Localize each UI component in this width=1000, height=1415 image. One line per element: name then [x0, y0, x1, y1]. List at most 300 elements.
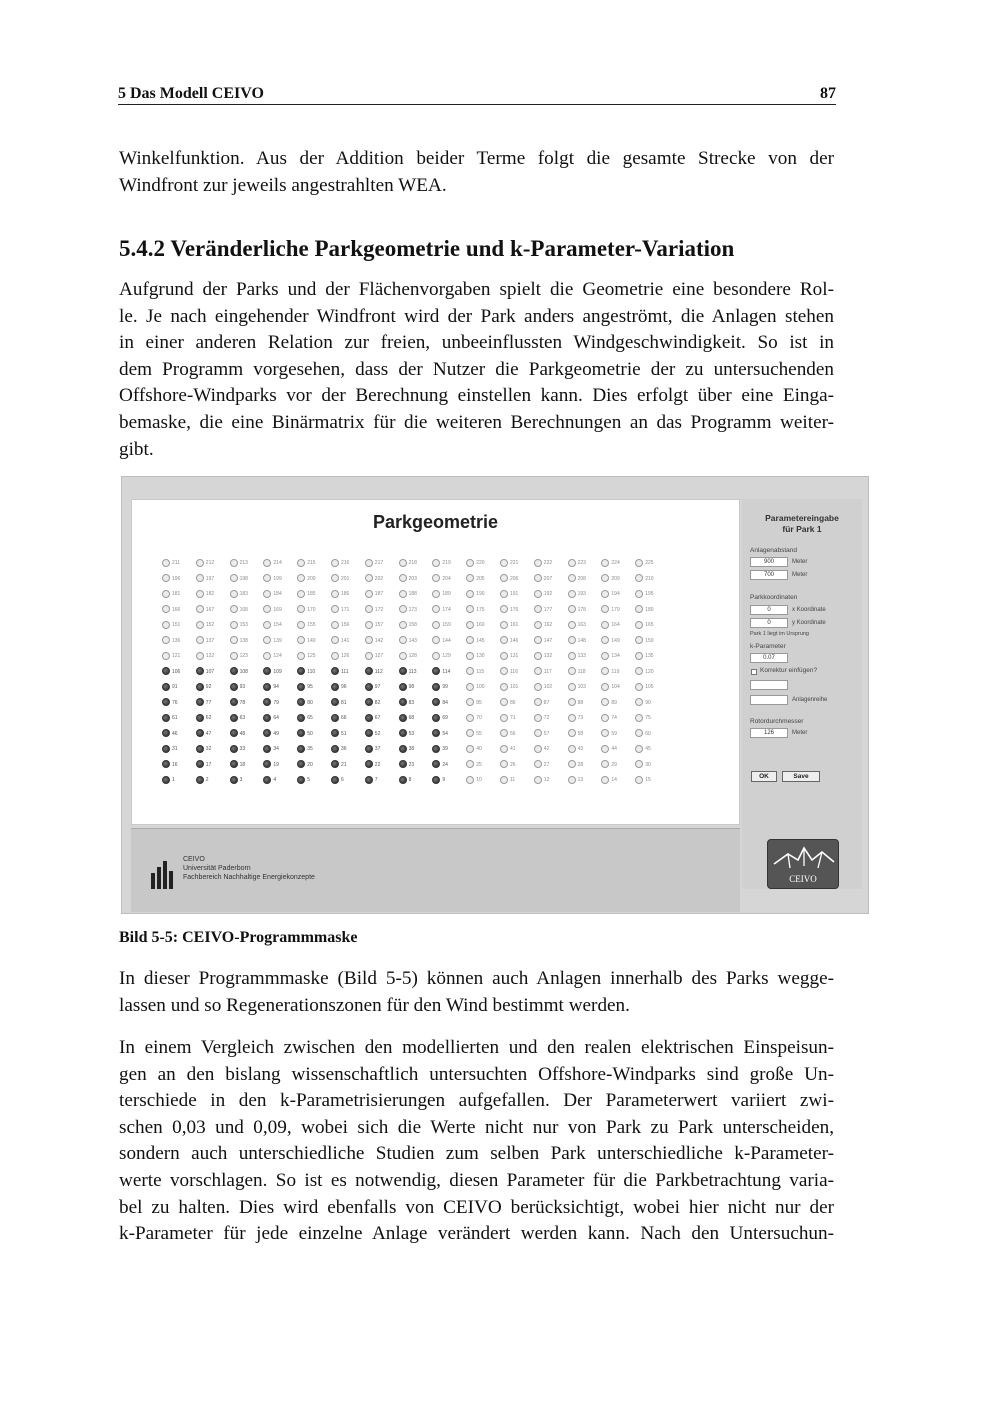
turbine-toggle[interactable]	[432, 558, 464, 570]
turbine-toggle[interactable]	[365, 620, 397, 632]
turbine-toggle[interactable]	[601, 729, 633, 741]
turbine-number: 203	[408, 575, 417, 582]
turbine-toggle[interactable]	[399, 744, 431, 756]
turbine-toggle[interactable]	[534, 589, 566, 601]
turbine-toggle[interactable]	[466, 713, 498, 725]
turbine-number: 30	[645, 761, 651, 768]
turbine-number: 198	[239, 575, 248, 582]
turbine-toggle[interactable]	[500, 636, 532, 648]
chapter-title: 5 Das Modell CEIVO	[118, 85, 264, 102]
turbine-toggle[interactable]	[568, 589, 600, 601]
turbine-toggle[interactable]	[196, 698, 228, 710]
turbine-toggle[interactable]	[635, 558, 667, 570]
turbine-toggle[interactable]	[500, 682, 532, 694]
turbine-toggle[interactable]	[399, 589, 431, 601]
turbine-toggle[interactable]	[568, 667, 600, 679]
turbine-toggle[interactable]	[534, 713, 566, 725]
turbine-toggle[interactable]	[568, 775, 600, 787]
turbine-toggle[interactable]	[500, 744, 532, 756]
turbine-number: 99	[442, 684, 448, 690]
turbine-toggle[interactable]	[534, 605, 566, 617]
turbine-toggle[interactable]	[635, 589, 667, 601]
turbine-toggle[interactable]	[162, 713, 194, 725]
turbine-radio-icon	[162, 590, 170, 598]
turbine-toggle[interactable]	[162, 605, 194, 617]
turbine-radio-icon	[331, 729, 339, 737]
turbine-toggle[interactable]	[263, 775, 295, 787]
turbine-toggle[interactable]	[230, 651, 262, 663]
turbine-toggle[interactable]	[534, 636, 566, 648]
turbine-toggle[interactable]	[331, 620, 363, 632]
turbine-toggle[interactable]	[263, 574, 295, 586]
turbine-toggle[interactable]	[297, 775, 329, 787]
turbine-toggle[interactable]	[196, 605, 228, 617]
turbine-toggle[interactable]	[230, 620, 262, 632]
turbine-toggle[interactable]	[331, 651, 363, 663]
turbine-toggle[interactable]	[230, 682, 262, 694]
turbine-toggle[interactable]	[162, 744, 194, 756]
turbine-number: 196	[172, 575, 181, 582]
save-button[interactable]: Save	[782, 771, 820, 782]
turbine-toggle[interactable]	[635, 620, 667, 632]
turbine-toggle[interactable]	[331, 775, 363, 787]
turbine-toggle[interactable]	[466, 744, 498, 756]
turbine-toggle[interactable]	[432, 729, 464, 741]
turbine-toggle[interactable]	[162, 760, 194, 772]
turbine-toggle[interactable]	[162, 620, 194, 632]
turbine-toggle[interactable]	[297, 698, 329, 710]
turbine-radio-icon	[331, 667, 339, 675]
turbine-toggle[interactable]	[635, 729, 667, 741]
turbine-toggle[interactable]	[331, 698, 363, 710]
turbine-toggle[interactable]	[297, 620, 329, 632]
turbine-toggle[interactable]	[297, 713, 329, 725]
turbine-toggle[interactable]	[399, 682, 431, 694]
turbine-toggle[interactable]	[196, 667, 228, 679]
turbine-toggle[interactable]	[331, 574, 363, 586]
turbine-toggle[interactable]	[365, 760, 397, 772]
turbine-radio-icon	[399, 652, 407, 660]
turbine-radio-icon	[500, 698, 508, 706]
turbine-toggle[interactable]	[534, 558, 566, 570]
turbine-toggle[interactable]	[601, 744, 633, 756]
unit-label: Meter	[792, 559, 808, 565]
turbine-toggle[interactable]	[534, 574, 566, 586]
turbine-toggle[interactable]	[263, 698, 295, 710]
turbine-toggle[interactable]	[466, 589, 498, 601]
korrektur-checkbox[interactable]	[751, 669, 757, 675]
turbine-toggle[interactable]	[635, 682, 667, 694]
turbine-toggle[interactable]	[365, 682, 397, 694]
turbine-toggle[interactable]	[500, 558, 532, 570]
turbine-toggle[interactable]	[500, 667, 532, 679]
anlagenreihe-input[interactable]	[750, 695, 788, 705]
turbine-toggle[interactable]	[466, 620, 498, 632]
turbine-toggle[interactable]	[399, 775, 431, 787]
turbine-toggle[interactable]	[263, 605, 295, 617]
turbine-toggle[interactable]	[331, 682, 363, 694]
turbine-radio-icon	[162, 621, 170, 629]
turbine-toggle[interactable]	[568, 574, 600, 586]
turbine-toggle[interactable]	[399, 698, 431, 710]
turbine-toggle[interactable]	[635, 760, 667, 772]
turbine-toggle[interactable]	[635, 698, 667, 710]
turbine-toggle[interactable]	[466, 574, 498, 586]
turbine-toggle[interactable]	[263, 682, 295, 694]
turbine-toggle[interactable]	[568, 636, 600, 648]
turbine-number: 100	[476, 684, 485, 690]
turbine-toggle[interactable]	[466, 760, 498, 772]
turbine-toggle[interactable]	[399, 636, 431, 648]
turbine-toggle[interactable]	[263, 667, 295, 679]
turbine-toggle[interactable]	[331, 558, 363, 570]
turbine-toggle[interactable]	[365, 574, 397, 586]
turbine-toggle[interactable]	[297, 744, 329, 756]
turbine-toggle[interactable]	[365, 636, 397, 648]
turbine-toggle[interactable]	[297, 760, 329, 772]
turbine-toggle[interactable]	[196, 620, 228, 632]
turbine-radio-icon	[534, 698, 542, 706]
k-parameter-input[interactable]: 0.07	[750, 653, 788, 663]
turbine-toggle[interactable]	[635, 651, 667, 663]
turbine-toggle[interactable]	[466, 636, 498, 648]
turbine-toggle[interactable]	[297, 682, 329, 694]
turbine-toggle[interactable]	[297, 605, 329, 617]
turbine-toggle[interactable]	[601, 760, 633, 772]
turbine-toggle[interactable]	[601, 713, 633, 725]
y-coordinate-input[interactable]: 0	[750, 618, 788, 628]
turbine-toggle[interactable]	[399, 620, 431, 632]
turbine-toggle[interactable]	[331, 667, 363, 679]
turbine-toggle[interactable]	[162, 574, 194, 586]
turbine-radio-icon	[399, 605, 407, 613]
turbine-toggle[interactable]	[196, 636, 228, 648]
turbine-toggle[interactable]	[601, 775, 633, 787]
turbine-number: 24	[442, 761, 448, 768]
turbine-toggle[interactable]	[399, 729, 431, 741]
turbine-toggle[interactable]	[230, 698, 262, 710]
turbine-number: 168	[239, 606, 248, 613]
turbine-toggle[interactable]	[331, 729, 363, 741]
turbine-number: 195	[645, 591, 654, 597]
turbine-toggle[interactable]	[500, 775, 532, 787]
turbine-toggle[interactable]	[365, 667, 397, 679]
turbine-toggle[interactable]	[331, 605, 363, 617]
turbine-toggle[interactable]	[500, 651, 532, 663]
turbine-toggle[interactable]	[534, 651, 566, 663]
turbine-radio-icon	[601, 590, 609, 598]
turbine-number: 11	[510, 777, 516, 783]
turbine-toggle[interactable]	[635, 605, 667, 617]
text-line: bemaske, die eine Binärmatrix für die weiteren Berechnungen an das Programm weiter-	[119, 411, 834, 433]
turbine-toggle[interactable]	[635, 713, 667, 725]
turbine-toggle[interactable]	[432, 698, 464, 710]
turbine-toggle[interactable]	[601, 620, 633, 632]
turbine-number: 132	[543, 653, 553, 659]
turbine-toggle[interactable]	[568, 744, 600, 756]
turbine-toggle[interactable]	[162, 651, 194, 663]
turbine-number: 14	[611, 777, 617, 783]
turbine-toggle[interactable]	[297, 558, 329, 570]
turbine-toggle[interactable]	[568, 651, 600, 663]
turbine-radio-icon	[230, 714, 238, 722]
turbine-number: 215	[307, 560, 316, 566]
turbine-toggle[interactable]	[601, 589, 633, 601]
turbine-toggle[interactable]	[196, 713, 228, 725]
turbine-toggle[interactable]	[263, 760, 295, 772]
turbine-toggle[interactable]	[568, 698, 600, 710]
turbine-toggle[interactable]	[534, 620, 566, 632]
turbine-toggle[interactable]	[230, 605, 262, 617]
turbine-toggle[interactable]	[568, 760, 600, 772]
turbine-toggle[interactable]	[230, 574, 262, 586]
turbine-toggle[interactable]	[500, 729, 532, 741]
turbine-toggle[interactable]	[432, 667, 464, 679]
turbine-toggle[interactable]	[432, 651, 464, 663]
turbine-toggle[interactable]	[500, 589, 532, 601]
turbine-toggle[interactable]	[263, 744, 295, 756]
turbine-toggle[interactable]	[500, 698, 532, 710]
turbine-toggle[interactable]	[601, 698, 633, 710]
turbine-toggle[interactable]	[601, 574, 633, 586]
turbine-number: 112	[374, 668, 383, 675]
turbine-toggle[interactable]	[331, 744, 363, 756]
turbine-toggle[interactable]	[601, 636, 633, 648]
turbine-radio-icon	[601, 636, 609, 644]
turbine-toggle[interactable]	[399, 558, 431, 570]
turbine-toggle[interactable]	[534, 682, 566, 694]
turbine-toggle[interactable]	[230, 713, 262, 725]
turbine-number: 54	[442, 730, 448, 737]
turbine-toggle[interactable]	[568, 605, 600, 617]
turbine-toggle[interactable]	[568, 729, 600, 741]
turbine-toggle[interactable]	[432, 744, 464, 756]
turbine-radio-icon	[635, 729, 643, 737]
turbine-toggle[interactable]	[399, 713, 431, 725]
turbine-toggle[interactable]	[230, 558, 262, 570]
k-parameter-label: k-Parameter	[750, 643, 786, 650]
turbine-toggle[interactable]	[399, 667, 431, 679]
turbine-toggle[interactable]	[162, 682, 194, 694]
turbine-toggle[interactable]	[601, 651, 633, 663]
turbine-toggle[interactable]	[500, 713, 532, 725]
turbine-radio-icon	[399, 683, 407, 691]
turbine-number: 171	[341, 606, 350, 613]
turbine-toggle[interactable]	[568, 682, 600, 694]
turbine-toggle[interactable]	[263, 729, 295, 741]
turbine-toggle[interactable]	[568, 558, 600, 570]
turbine-toggle[interactable]	[399, 760, 431, 772]
turbine-toggle[interactable]	[230, 667, 262, 679]
turbine-toggle[interactable]	[399, 605, 431, 617]
turbine-toggle[interactable]	[466, 605, 498, 617]
turbine-toggle[interactable]	[568, 620, 600, 632]
turbine-toggle[interactable]	[432, 713, 464, 725]
turbine-toggle[interactable]	[466, 729, 498, 741]
turbine-number: 136	[172, 637, 181, 644]
parameter-panel	[742, 499, 862, 889]
turbine-toggle[interactable]	[331, 713, 363, 725]
turbine-toggle[interactable]	[263, 558, 295, 570]
turbine-toggle[interactable]	[162, 729, 194, 741]
turbine-number: 119	[611, 668, 620, 675]
turbine-toggle[interactable]	[635, 775, 667, 787]
turbine-toggle[interactable]	[263, 636, 295, 648]
turbine-toggle[interactable]	[196, 589, 228, 601]
text-line: In dieser Programmmaske (Bild 5-5) können auch Anlagen innerhalb des Parks wegge-	[119, 968, 834, 989]
turbine-toggle[interactable]	[635, 574, 667, 586]
turbine-toggle[interactable]	[635, 667, 667, 679]
turbine-toggle[interactable]	[297, 667, 329, 679]
turbine-toggle[interactable]	[635, 636, 667, 648]
turbine-toggle[interactable]	[399, 574, 431, 586]
turbine-toggle[interactable]	[162, 558, 194, 570]
ceivo-logo-icon	[768, 840, 840, 876]
turbine-toggle[interactable]	[466, 682, 498, 694]
turbine-radio-icon	[466, 683, 474, 691]
turbine-radio-icon	[331, 621, 339, 629]
turbine-number: 116	[510, 668, 518, 675]
turbine-number: 223	[577, 560, 586, 566]
turbine-toggle[interactable]	[230, 589, 262, 601]
turbine-toggle[interactable]	[331, 589, 363, 601]
turbine-radio-icon	[196, 667, 204, 675]
turbine-toggle[interactable]	[196, 760, 228, 772]
turbine-radio-icon	[500, 714, 508, 722]
turbine-toggle[interactable]	[399, 651, 431, 663]
turbine-toggle[interactable]	[297, 729, 329, 741]
turbine-toggle[interactable]	[601, 558, 633, 570]
turbine-toggle[interactable]	[466, 775, 498, 787]
turbine-toggle[interactable]	[297, 651, 329, 663]
turbine-toggle[interactable]	[331, 760, 363, 772]
turbine-toggle[interactable]	[196, 729, 228, 741]
turbine-toggle[interactable]	[432, 574, 464, 586]
abstand-y-input[interactable]: 700	[750, 570, 788, 580]
turbine-toggle[interactable]	[568, 713, 600, 725]
turbine-toggle[interactable]	[500, 605, 532, 617]
turbine-toggle[interactable]	[365, 698, 397, 710]
turbine-toggle[interactable]	[263, 651, 295, 663]
turbine-toggle[interactable]	[365, 744, 397, 756]
turbine-toggle[interactable]	[230, 775, 262, 787]
turbine-toggle[interactable]	[500, 574, 532, 586]
turbine-toggle[interactable]	[196, 558, 228, 570]
turbine-toggle[interactable]	[162, 589, 194, 601]
turbine-toggle[interactable]	[601, 682, 633, 694]
turbine-toggle[interactable]	[534, 698, 566, 710]
turbine-number: 158	[408, 622, 417, 628]
abstand-x-input[interactable]: 900	[750, 557, 788, 567]
turbine-toggle[interactable]	[297, 636, 329, 648]
turbine-radio-icon	[635, 776, 643, 784]
turbine-toggle[interactable]	[432, 589, 464, 601]
turbine-toggle[interactable]	[365, 605, 397, 617]
turbine-toggle[interactable]	[230, 636, 262, 648]
turbine-radio-icon	[635, 590, 643, 598]
turbine-radio-icon	[534, 776, 542, 784]
turbine-toggle[interactable]	[196, 574, 228, 586]
turbine-toggle[interactable]	[466, 667, 498, 679]
turbine-toggle[interactable]	[534, 760, 566, 772]
turbine-radio-icon	[196, 605, 204, 613]
turbine-number: 98	[408, 684, 415, 690]
turbine-toggle[interactable]	[500, 760, 532, 772]
turbine-toggle[interactable]	[196, 744, 228, 756]
turbine-toggle[interactable]	[230, 760, 262, 772]
turbine-toggle[interactable]	[432, 682, 464, 694]
turbine-toggle[interactable]	[432, 605, 464, 617]
turbine-toggle[interactable]	[365, 713, 397, 725]
turbine-toggle[interactable]	[432, 760, 464, 772]
korrektur-input[interactable]	[750, 680, 788, 690]
turbine-toggle[interactable]	[263, 620, 295, 632]
turbine-toggle[interactable]	[297, 574, 329, 586]
turbine-radio-icon	[196, 714, 204, 722]
turbine-toggle[interactable]	[196, 775, 228, 787]
turbine-toggle[interactable]	[162, 636, 194, 648]
turbine-toggle[interactable]	[162, 775, 194, 787]
turbine-number: 87	[543, 699, 550, 706]
turbine-toggle[interactable]	[534, 729, 566, 741]
turbine-toggle[interactable]	[635, 744, 667, 756]
turbine-toggle[interactable]	[297, 589, 329, 601]
turbine-toggle[interactable]	[196, 682, 228, 694]
turbine-toggle[interactable]	[601, 667, 633, 679]
turbine-toggle[interactable]	[432, 620, 464, 632]
x-coordinate-input[interactable]: 0	[750, 605, 788, 615]
turbine-toggle[interactable]	[432, 775, 464, 787]
ok-button[interactable]: OK	[751, 771, 777, 782]
figure-caption: Bild 5-5: CEIVO-Programmmaske	[119, 929, 358, 946]
turbine-radio-icon	[263, 590, 271, 598]
turbine-toggle[interactable]	[365, 729, 397, 741]
turbine-toggle[interactable]	[534, 775, 566, 787]
turbine-toggle[interactable]	[230, 744, 262, 756]
turbine-toggle[interactable]	[365, 589, 397, 601]
text-line: bel zu halten. Dies wird ebenfalls von CEIVO berücksichtigt, wobei hier nicht nur der	[119, 1196, 834, 1218]
turbine-toggle[interactable]	[263, 713, 295, 725]
turbine-toggle[interactable]	[432, 636, 464, 648]
turbine-toggle[interactable]	[230, 729, 262, 741]
turbine-number: 26	[510, 761, 516, 768]
turbine-radio-icon	[162, 714, 170, 722]
turbine-radio-icon	[196, 760, 204, 768]
turbine-radio-icon	[534, 621, 542, 629]
turbine-toggle[interactable]	[263, 589, 295, 601]
turbine-toggle[interactable]	[500, 620, 532, 632]
turbine-radio-icon	[568, 714, 576, 722]
turbine-toggle[interactable]	[534, 667, 566, 679]
turbine-toggle[interactable]	[331, 636, 363, 648]
turbine-number: 21	[341, 761, 347, 768]
turbine-radio-icon	[500, 652, 508, 660]
turbine-toggle[interactable]	[196, 651, 228, 663]
turbine-toggle[interactable]	[466, 651, 498, 663]
turbine-toggle[interactable]	[365, 558, 397, 570]
turbine-toggle[interactable]	[466, 698, 498, 710]
rotordurchmesser-input[interactable]: 126	[750, 728, 788, 738]
turbine-toggle[interactable]	[601, 605, 633, 617]
turbine-toggle[interactable]	[162, 667, 194, 679]
turbine-radio-icon	[466, 698, 474, 706]
turbine-toggle[interactable]	[162, 698, 194, 710]
turbine-toggle[interactable]	[534, 744, 566, 756]
turbine-radio-icon	[500, 621, 508, 629]
turbine-toggle[interactable]	[365, 651, 397, 663]
turbine-toggle[interactable]	[365, 775, 397, 787]
turbine-toggle[interactable]	[466, 558, 498, 570]
